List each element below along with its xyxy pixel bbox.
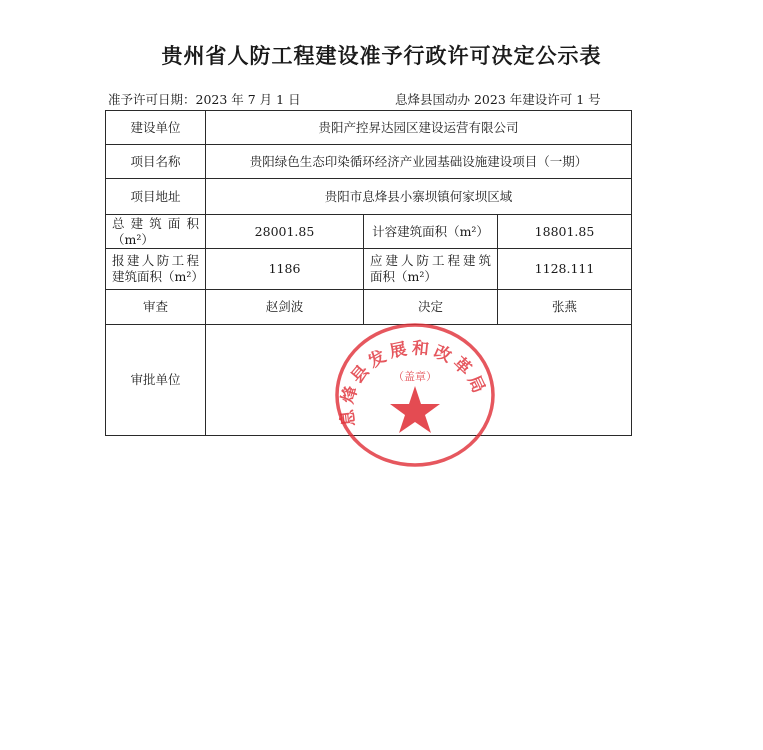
review-label: 审查 [106,290,206,325]
builder-value: 贵阳产控昇达园区建设运营有限公司 [206,111,632,145]
row-project-address [106,179,632,215]
seal-center-text: （盖章） [393,370,437,383]
reported-area-label-line2: 建筑面积（m²） [112,269,204,284]
seal-ring-text: 息烽县发展和改革局 [337,338,491,428]
row-areas [106,215,632,249]
builder-label: 建设单位 [106,111,206,145]
required-area-value: 1128.111 [498,249,632,290]
decision-label: 决定 [364,290,498,325]
total-area-label [106,215,206,249]
reported-area-label-line1: 报建人防工程 [112,253,199,268]
total-area-label-line2: （m²） [112,231,154,247]
decision-value: 张燕 [498,290,632,325]
document-title: 贵州省人防工程建设准予行政许可决定公示表 [161,43,602,68]
project-name-value: 贵阳绿色生态印染循环经济产业园基础设施建设项目（一期） [206,145,632,179]
row-project-name [106,145,632,179]
project-name-label: 项目名称 [106,145,206,179]
project-address-value: 贵阳市息烽县小寨坝镇何家坝区域 [206,179,632,215]
approval-date: 准予许可日期：2023 年 7 月 1 日 [108,92,301,107]
document-number: 息烽县国动办 2023 年建设许可 1 号 [395,92,601,107]
row-civil-defense-areas [106,249,632,290]
approver-label: 审批单位 [106,325,206,436]
reported-area-label [106,249,206,290]
required-area-label-line2: 面积（m²） [370,269,437,284]
plot-area-label: 计容建筑面积（m²） [364,215,498,249]
plot-area-value: 18801.85 [498,215,632,249]
official-seal [330,320,500,470]
required-area-label-line1: 应建人防工程建筑 [370,253,491,268]
review-value: 赵剑波 [206,290,364,325]
total-area-label-line1: 总建筑面积 [112,215,199,231]
project-address-label: 项目地址 [106,179,206,215]
reported-area-value: 1186 [206,249,364,290]
total-area-value: 28001.85 [206,215,364,249]
seal-star-icon [390,386,440,433]
row-builder [106,111,632,145]
required-area-label [364,249,498,290]
